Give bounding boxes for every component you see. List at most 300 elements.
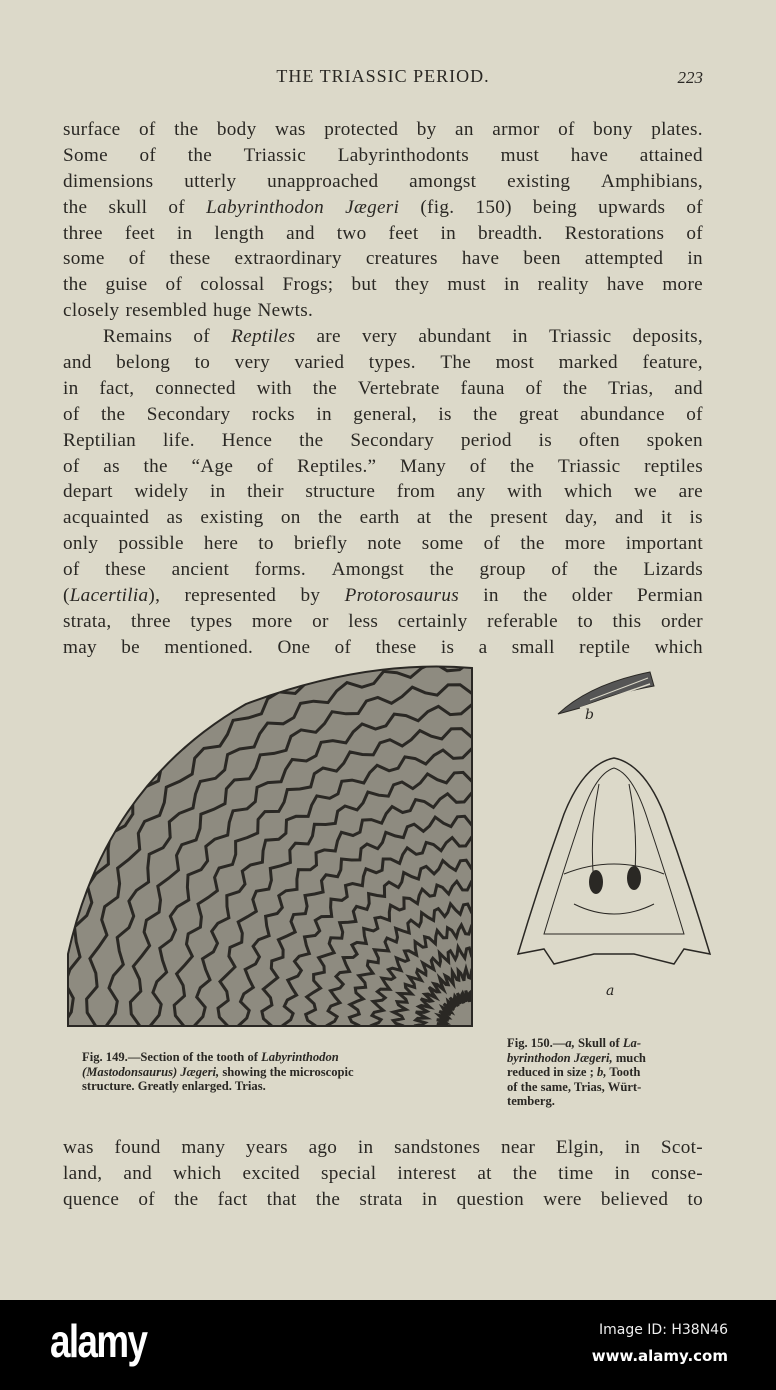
text-run: the	[299, 429, 324, 451]
word	[551, 557, 568, 583]
text-run: Triassic	[548, 326, 612, 348]
word	[105, 557, 146, 583]
text-run: it	[660, 507, 673, 529]
text-run: of	[483, 533, 501, 555]
word	[63, 635, 97, 661]
word	[398, 609, 468, 635]
word	[571, 143, 608, 169]
text-run: which	[563, 481, 613, 503]
text-run: Triassic	[557, 455, 621, 477]
word	[277, 635, 310, 661]
text-run: attained	[639, 144, 703, 166]
text-run: fauna	[460, 377, 505, 399]
text-run: in	[316, 403, 332, 425]
word	[457, 1187, 524, 1213]
word	[687, 246, 703, 272]
word	[275, 117, 306, 143]
word	[195, 350, 211, 376]
text-run: of	[128, 248, 146, 270]
text-run: quence	[63, 1188, 120, 1210]
word	[655, 635, 703, 661]
image-id: Image ID: H38N46	[598, 1322, 728, 1338]
word	[297, 454, 376, 480]
text-run: types.	[368, 352, 416, 374]
text-run: question	[456, 1188, 525, 1210]
text-run: Elgin,	[555, 1137, 605, 1158]
word	[348, 609, 378, 635]
text-run: being	[532, 196, 578, 218]
text-line	[63, 1187, 703, 1213]
text-line	[63, 246, 703, 272]
text-run: the	[174, 1188, 199, 1210]
text-run: byrinthodon Jægeri,	[507, 1050, 613, 1065]
text-run: was	[63, 1137, 94, 1158]
word	[558, 117, 575, 143]
text-run: is	[538, 429, 553, 451]
word	[642, 350, 702, 376]
word	[490, 505, 548, 531]
text-run: bony	[593, 119, 633, 140]
word	[63, 376, 79, 402]
word	[345, 195, 399, 221]
text-run: to	[577, 610, 593, 632]
word	[593, 117, 633, 143]
text-run: more	[564, 533, 606, 555]
text-run: as	[166, 507, 184, 529]
text-run: surface	[63, 119, 121, 140]
text-run: be	[121, 636, 140, 658]
text-run: rocks	[251, 403, 295, 425]
caption-line	[507, 1094, 705, 1109]
text-run: older	[571, 585, 613, 607]
word	[139, 117, 156, 143]
text-run: day,	[565, 507, 598, 529]
figure-150b-tooth	[550, 664, 660, 734]
word	[441, 635, 454, 661]
word	[294, 350, 344, 376]
text-run: great	[518, 403, 559, 425]
word	[321, 1161, 376, 1187]
text-run: the	[315, 1188, 341, 1210]
text-run: resembled	[125, 300, 208, 322]
word	[438, 402, 451, 428]
text-run: order	[661, 610, 703, 632]
text-run: most	[495, 352, 535, 374]
text-run: in	[503, 274, 520, 296]
text-run: ancient	[171, 559, 230, 581]
text-run: “Age	[191, 455, 234, 477]
text-run: as	[103, 455, 120, 477]
word	[512, 324, 528, 350]
word	[222, 428, 273, 454]
text-run: found	[114, 1137, 161, 1158]
word	[543, 1187, 581, 1213]
word	[418, 324, 491, 350]
word	[661, 609, 703, 635]
figure-label-b: b	[585, 707, 594, 723]
word	[577, 609, 593, 635]
word	[389, 221, 419, 247]
text-run: many	[181, 1137, 226, 1158]
text-run: connected	[155, 377, 236, 399]
text-run: years	[245, 1137, 288, 1158]
word	[116, 350, 170, 376]
text-run: widely	[134, 481, 189, 503]
word	[168, 195, 185, 221]
text-run: in	[624, 1137, 641, 1158]
word	[613, 609, 642, 635]
word	[172, 557, 230, 583]
text-line	[63, 117, 703, 143]
text-run: life.	[162, 429, 195, 451]
text-run: varied	[294, 352, 345, 374]
word	[63, 531, 98, 557]
text-run: are	[678, 481, 703, 503]
word	[63, 428, 136, 454]
text-run: the	[429, 559, 454, 581]
text-run: upwards	[598, 196, 666, 218]
word	[63, 195, 87, 221]
text-run: unapproached	[267, 170, 379, 192]
text-line	[63, 531, 703, 557]
word	[63, 298, 119, 324]
text-run: the	[174, 119, 199, 140]
word	[169, 246, 210, 272]
text-run: Reptilian	[63, 429, 137, 451]
word	[549, 324, 611, 350]
word	[206, 195, 324, 221]
text-line	[63, 1135, 703, 1161]
word	[312, 609, 329, 635]
word	[63, 609, 111, 635]
text-run: believed	[600, 1188, 669, 1210]
text-run: One	[277, 636, 311, 658]
text-line	[63, 324, 703, 350]
word	[103, 454, 120, 480]
text-run: body	[216, 119, 257, 140]
text-run: Restorations	[564, 222, 665, 244]
word	[513, 1161, 537, 1187]
alamy-logo: alamy	[50, 1315, 147, 1367]
word	[63, 1161, 102, 1187]
word	[63, 479, 113, 505]
word	[539, 428, 552, 454]
text-run: Protorosaurus	[344, 585, 459, 607]
text-run: of	[138, 119, 156, 140]
word	[473, 402, 497, 428]
word	[247, 479, 284, 505]
text-run: in	[512, 326, 528, 348]
text-run: three	[130, 610, 171, 632]
text-run: (Mastodonsaurus) Jægeri,	[82, 1064, 220, 1079]
text-run: these	[105, 559, 147, 581]
text-run: fact,	[99, 377, 135, 399]
text-line	[63, 505, 703, 531]
text-run: Trias,	[608, 377, 654, 399]
word	[108, 195, 147, 221]
text-line	[63, 221, 703, 247]
word	[305, 479, 375, 505]
text-run: utterly	[184, 170, 237, 192]
word	[235, 246, 342, 272]
word	[376, 635, 417, 661]
text-run: the	[512, 1162, 538, 1184]
word	[184, 583, 276, 609]
text-run: the	[317, 507, 343, 529]
word	[565, 221, 665, 247]
text-run: reality	[537, 274, 589, 296]
text-run: Secondary	[146, 403, 231, 425]
text-run: small	[511, 636, 555, 658]
caption-line	[82, 1065, 462, 1080]
word	[430, 557, 454, 583]
word	[164, 635, 253, 661]
text-run: b,	[597, 1065, 607, 1079]
text-run: near	[500, 1137, 536, 1158]
word	[345, 583, 459, 609]
text-run: spoken	[646, 429, 703, 451]
text-run: these	[375, 636, 417, 658]
word	[615, 505, 644, 531]
word	[63, 402, 80, 428]
word	[214, 221, 264, 247]
text-run: (	[63, 585, 70, 607]
text-run: Labyrinthodonts	[337, 144, 470, 166]
text-run: existing	[200, 507, 264, 529]
word	[520, 531, 544, 557]
text-run: feet	[124, 222, 155, 244]
text-run: of	[686, 196, 703, 218]
text-run: in	[614, 1162, 631, 1184]
text-run: more	[662, 274, 703, 296]
text-run: creatures	[365, 248, 438, 270]
text-run: Reptiles	[231, 326, 296, 348]
word	[188, 143, 212, 169]
text-run: represented	[184, 585, 277, 607]
word	[470, 454, 487, 480]
text-run: of	[469, 455, 487, 477]
word	[422, 531, 464, 557]
text-run: Lacertilia	[69, 585, 149, 607]
caption-line	[507, 1051, 705, 1066]
text-run: deposits,	[632, 326, 703, 348]
text-run: Amongst	[331, 559, 405, 581]
word	[397, 479, 436, 505]
word	[360, 505, 400, 531]
text-run: which	[654, 636, 703, 658]
text-run: possible	[118, 533, 184, 555]
text-run: note	[367, 533, 402, 555]
text-run: more	[251, 610, 293, 632]
text-run: special	[320, 1162, 377, 1184]
word	[140, 143, 157, 169]
word	[63, 454, 80, 480]
word	[478, 221, 543, 247]
word	[283, 272, 334, 298]
text-run: present	[490, 507, 548, 529]
text-run: of	[165, 274, 183, 296]
text-run: excited	[242, 1162, 300, 1184]
text-run: Labyrinthodon	[206, 196, 325, 218]
word	[601, 169, 703, 195]
text-run: some	[63, 248, 105, 270]
word	[337, 221, 367, 247]
text-run: Vertebrate	[357, 377, 440, 399]
text-run: interest	[397, 1162, 457, 1184]
text-run: structure	[305, 481, 376, 503]
text-run: skull	[108, 196, 148, 218]
text-run: temberg.	[507, 1094, 555, 1108]
text-run: Some	[63, 144, 108, 166]
word	[193, 324, 210, 350]
text-run: Reptiles.”	[297, 455, 377, 477]
text-run: Permian	[636, 585, 703, 607]
word	[440, 221, 456, 247]
word	[173, 1161, 221, 1187]
word	[181, 1135, 225, 1161]
text-run: attempted	[584, 248, 664, 270]
text-run: Fig. 150.—	[507, 1036, 566, 1050]
word	[440, 350, 471, 376]
text-run: dimensions	[63, 170, 154, 192]
word	[674, 376, 703, 402]
text-run: was	[274, 119, 306, 140]
word	[447, 272, 486, 298]
text-run: marked	[558, 352, 618, 374]
text-run: (fig.	[420, 196, 455, 218]
word	[63, 272, 87, 298]
word	[358, 376, 440, 402]
text-run: is	[440, 636, 455, 658]
word	[475, 195, 511, 221]
word	[125, 298, 207, 324]
word	[661, 505, 672, 531]
text-run: Triassic	[243, 144, 307, 166]
text-run: huge	[213, 300, 252, 322]
text-run: Frogs;	[282, 274, 334, 296]
word	[369, 350, 416, 376]
word	[484, 531, 501, 557]
word	[625, 1135, 641, 1161]
text-run: Fig. 149.—Section of the tooth of	[82, 1050, 262, 1064]
text-line	[63, 402, 703, 428]
text-run: showing the microscopic	[219, 1064, 354, 1079]
word	[246, 1135, 288, 1161]
word	[409, 169, 476, 195]
word	[417, 505, 431, 531]
text-run: of	[551, 559, 568, 581]
word	[395, 272, 429, 298]
word	[63, 1135, 94, 1161]
running-header	[63, 66, 703, 90]
word	[210, 479, 226, 505]
text-line	[63, 557, 703, 583]
text-run: they	[395, 274, 430, 296]
text-run: by	[416, 119, 437, 140]
word	[294, 531, 347, 557]
text-run: ),	[148, 585, 161, 607]
word	[63, 143, 108, 169]
word	[338, 143, 469, 169]
text-run: Labyrinthodon	[261, 1050, 339, 1064]
body-text-bottom	[63, 1135, 703, 1213]
word	[118, 531, 183, 557]
text-run: very	[234, 352, 270, 374]
word	[313, 376, 337, 402]
text-line	[63, 583, 703, 609]
word	[651, 1161, 703, 1187]
word	[523, 246, 560, 272]
text-run: in	[483, 585, 499, 607]
text-run: at	[416, 507, 432, 529]
text-run: some	[421, 533, 464, 555]
word	[125, 221, 155, 247]
text-run: have	[570, 144, 609, 166]
word	[483, 583, 499, 609]
word	[579, 428, 620, 454]
text-run: armor	[492, 119, 540, 140]
text-run: Hence	[221, 429, 273, 451]
text-run: of	[686, 222, 703, 244]
text-run: and	[123, 1162, 152, 1184]
text-run: may	[63, 636, 97, 658]
word	[651, 117, 703, 143]
word	[63, 505, 149, 531]
word	[353, 402, 417, 428]
text-run: ago	[308, 1137, 338, 1158]
word	[129, 246, 146, 272]
word	[510, 454, 534, 480]
word	[359, 1187, 402, 1213]
text-run: of	[256, 455, 274, 477]
text-run: referable	[487, 610, 558, 632]
word	[679, 479, 703, 505]
text-run: period	[460, 429, 512, 451]
text-run: must	[447, 274, 486, 296]
word	[309, 1135, 338, 1161]
text-run: a	[478, 636, 488, 658]
word	[63, 583, 160, 609]
text-run: amongst	[409, 170, 477, 192]
word	[512, 635, 555, 661]
word	[144, 454, 168, 480]
text-run: fact	[217, 1188, 248, 1210]
text-run: existing	[507, 170, 571, 192]
text-run: an	[455, 119, 474, 140]
word	[190, 609, 232, 635]
text-run: often	[578, 429, 620, 451]
text-run: strata	[359, 1188, 403, 1210]
text-run: two	[336, 222, 367, 244]
text-run: but	[351, 274, 377, 296]
text-line	[63, 143, 703, 169]
word	[507, 479, 542, 505]
word	[533, 195, 577, 221]
text-run: in	[176, 222, 193, 244]
word	[332, 557, 404, 583]
word	[538, 272, 589, 298]
word	[647, 428, 703, 454]
word	[63, 221, 103, 247]
word	[559, 350, 618, 376]
word	[316, 1187, 340, 1213]
text-run: general,	[353, 403, 417, 425]
word	[519, 402, 559, 428]
word	[501, 1135, 535, 1161]
text-run: Skull of	[574, 1036, 623, 1050]
watermark-footer	[0, 1300, 776, 1390]
text-run: the	[63, 274, 88, 296]
